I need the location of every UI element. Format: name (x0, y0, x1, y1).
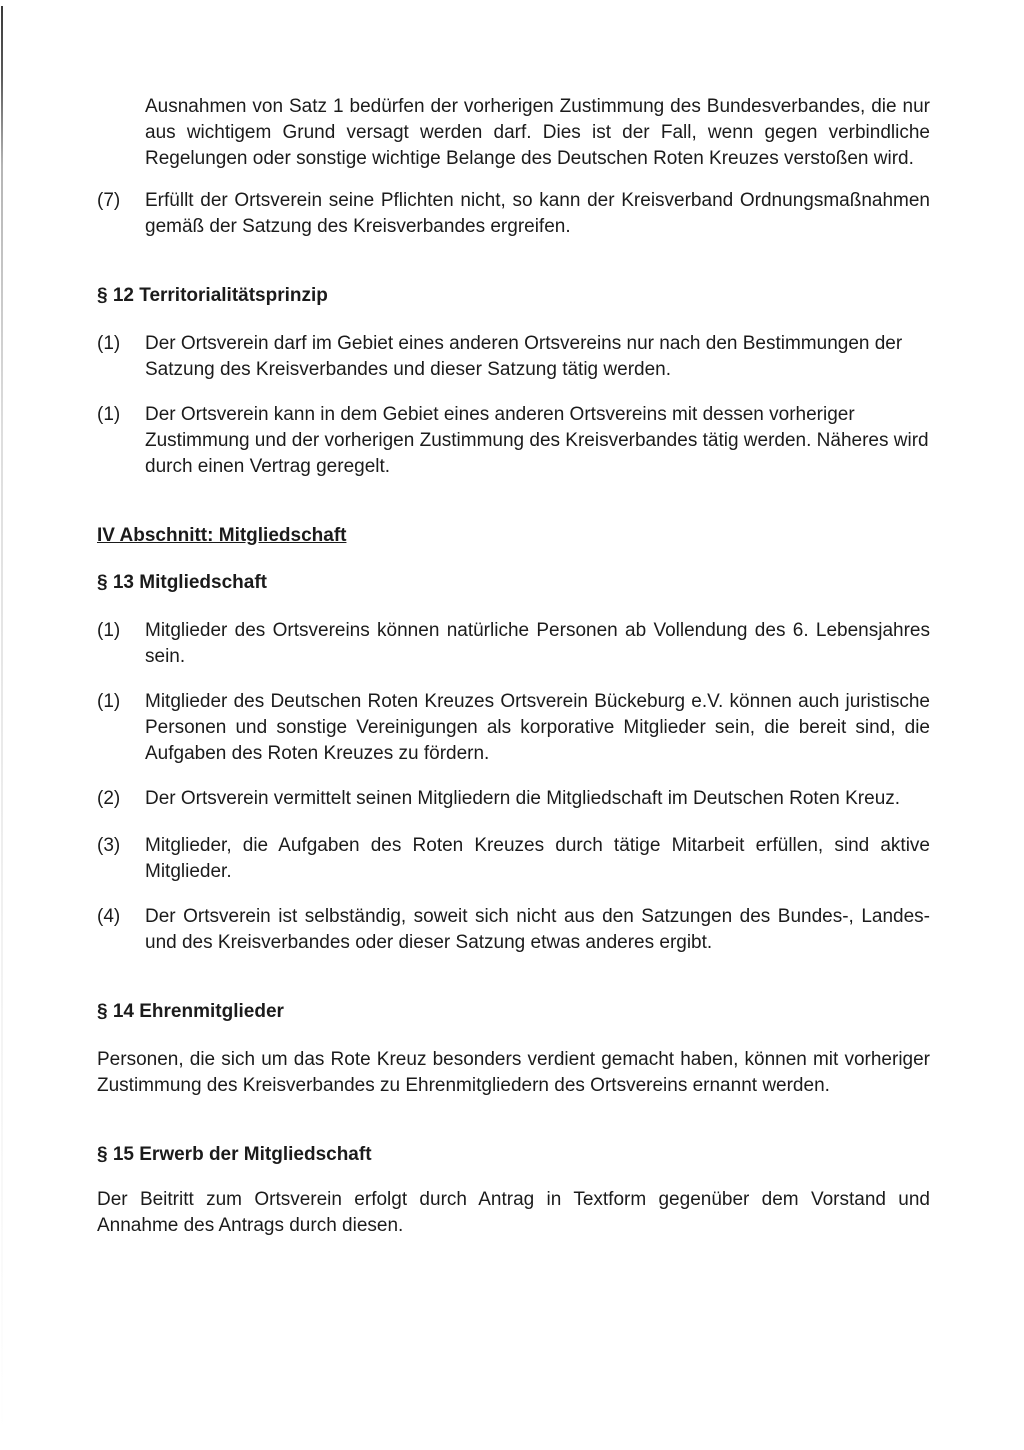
numbered-paragraph-13-4 (97, 904, 930, 956)
numbered-paragraph-13-3 (97, 833, 930, 885)
paragraph-number: (1) (97, 620, 121, 641)
numbered-paragraph-13-2 (97, 786, 930, 812)
numbered-paragraph-13-1a (97, 618, 930, 670)
paragraph-text: Mitglieder, die Aufgaben des Roten Kreuzes durch tätige Mitarbeit erfüllen, sind aktive Mitglieder. (145, 835, 930, 882)
numbered-paragraph-7 (97, 188, 930, 240)
paragraph-number: (3) (97, 835, 121, 856)
numbered-paragraph-12-1a (97, 331, 930, 383)
paragraph-text: Mitglieder des Ortsvereins können natürliche Personen ab Vollendung des 6. Lebensjahres sein. (145, 620, 930, 667)
paragraph-beitritt: Der Beitritt zum Ortsverein erfolgt durch Antrag in Textform gegenüber dem Vorstand und Annahme des Antrags durch diesen. (97, 1189, 930, 1236)
numbered-paragraph-12-1b (97, 402, 930, 480)
numbered-paragraph-13-1b (97, 689, 930, 767)
paragraph-text: Der Ortsverein ist selbständig, soweit sich nicht aus den Satzungen des Bundes-, Landes- und des Kreisverbandes oder dieser Satzung etwas anderes ergibt. (145, 906, 930, 953)
paragraph-text: Der Ortsverein darf im Gebiet eines anderen Ortsvereins nur nach den Bestimmungen der Satzung des Kreisverbandes und dieser Satzung tätig werden. (145, 333, 903, 380)
scan-edge-artifact (1, 6, 3, 1436)
section-heading-12: § 12 Territorialitätsprinzip (97, 285, 328, 306)
paragraph-number: (1) (97, 404, 121, 425)
paragraph-ehrenmitglieder: Personen, die sich um das Rote Kreuz besonders verdient gemacht haben, können mit vorheriger Zustimmung des Kreisverbandes zu Ehrenmitgliedern des Ortsvereins ernannt werden. (97, 1049, 930, 1096)
paragraph-number: (1) (97, 691, 121, 712)
section-heading-13: § 13 Mitgliedschaft (97, 572, 267, 593)
paragraph-number: (4) (97, 906, 121, 927)
section-heading-14: § 14 Ehrenmitglieder (97, 1001, 284, 1022)
paragraph-text: Der Ortsverein vermittelt seinen Mitgliedern die Mitgliedschaft im Deutschen Roten Kreuz. (145, 788, 901, 809)
section-heading-15: § 15 Erwerb der Mitgliedschaft (97, 1144, 372, 1165)
paragraph-text: Erfüllt der Ortsverein seine Pflichten nicht, so kann der Kreisverband Ordnungsmaßnahmen gemäß der Satzung des Kreisverbandes ergreifen. (145, 190, 930, 237)
paragraph-ausnahmen: Ausnahmen von Satz 1 bedürfen der vorherigen Zustimmung des Bundesverbandes, die nur aus wichtigem Grund versagt werden darf. Dies ist der Fall, wenn gegen verbindliche Regelungen oder sonstige wichtige Belange des Deutschen Roten Kreuzes verstoßen wird. (145, 96, 930, 169)
paragraph-number: (7) (97, 190, 121, 211)
paragraph-text: Der Ortsverein kann in dem Gebiet eines anderen Ortsvereins mit dessen vorheriger Zustimmung und der vorherigen Zustimmung des Kreisverbandes tätig werden. Näheres wird durch einen Vertrag geregelt. (145, 404, 929, 477)
paragraph-number: (1) (97, 333, 121, 354)
paragraph-number: (2) (97, 788, 121, 809)
chapter-heading-iv-abschnitt: IV Abschnitt: Mitgliedschaft (97, 525, 347, 546)
paragraph-text: Mitglieder des Deutschen Roten Kreuzes Ortsverein Bückeburg e.V. können auch juristische Personen und sonstige Vereinigungen als korporative Mitglieder sein, die bereit sind, die Aufgaben des Roten Kreuzes zu fördern. (145, 691, 930, 764)
